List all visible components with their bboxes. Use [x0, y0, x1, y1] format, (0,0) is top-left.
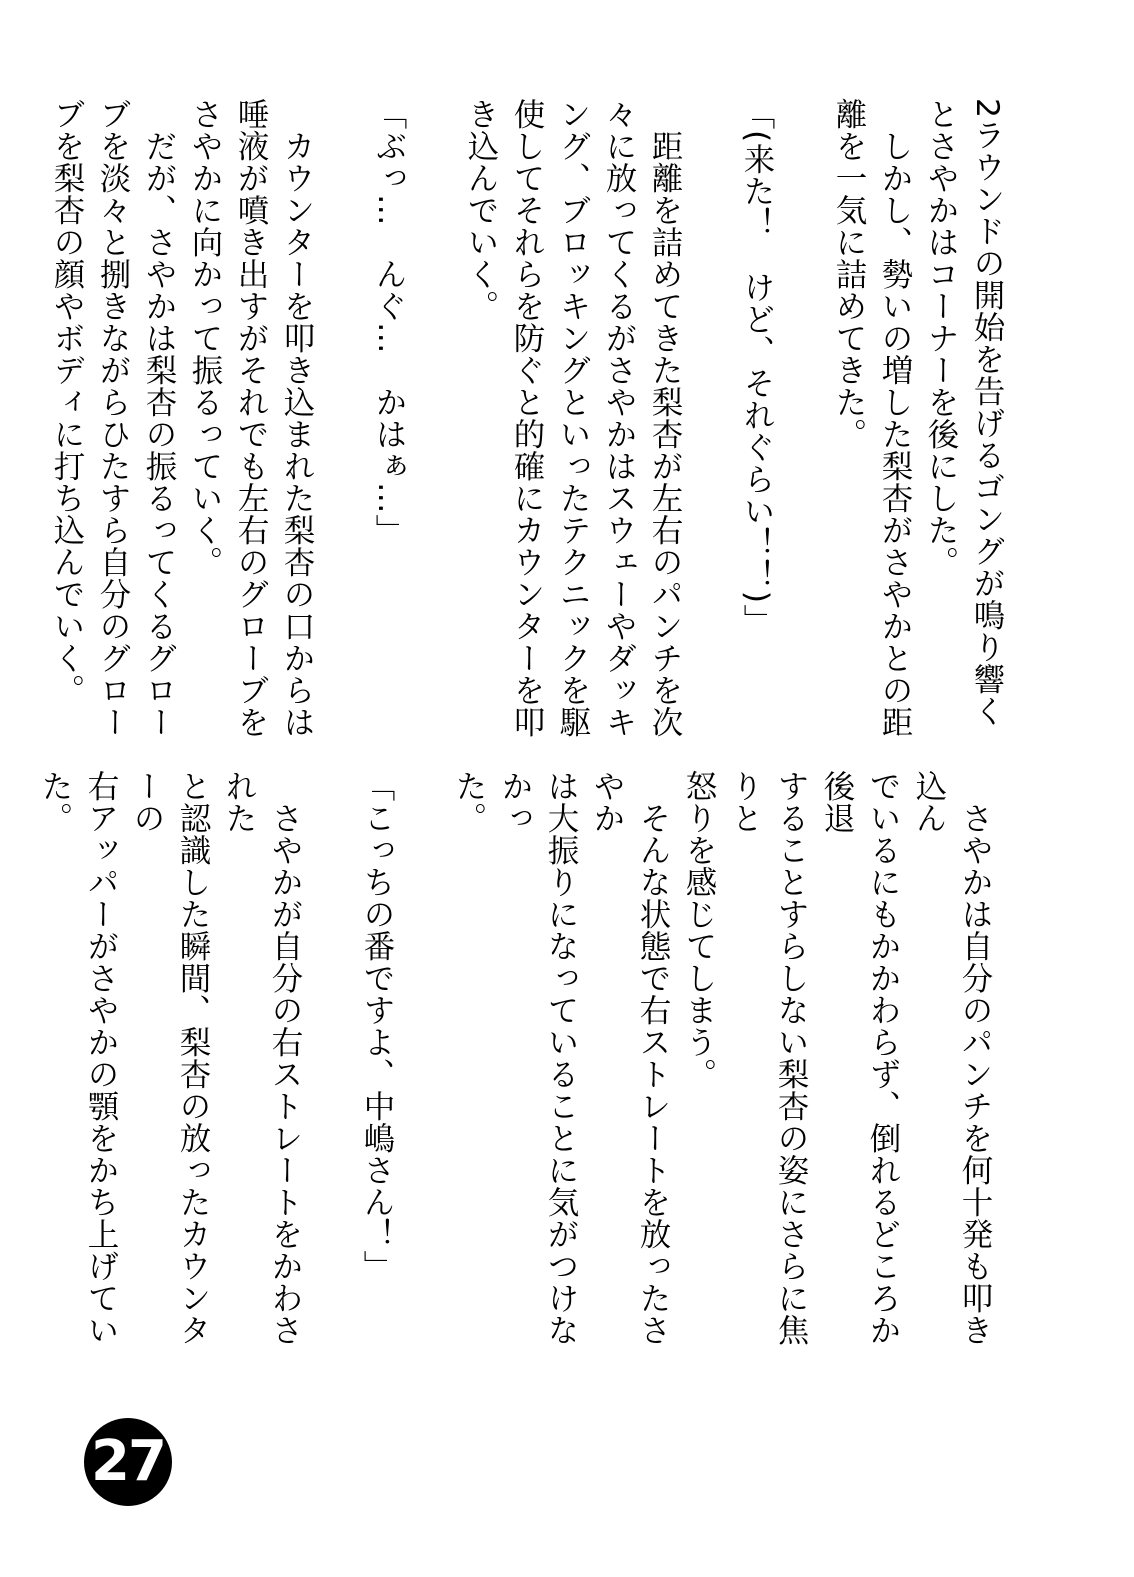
text-line: 怒りを感じてしまう。	[681, 770, 717, 1090]
text-line	[780, 98, 826, 738]
text-line: カウンターを叩き込まれた梨杏の口からは	[279, 98, 315, 738]
text-line: 右アッパーがさやかの顎をかち上げていた。	[37, 770, 119, 1346]
text-line	[688, 98, 734, 738]
text-line: ング、ブロッキングといったテクニックを駆	[555, 98, 591, 738]
text-line: た。	[451, 770, 487, 834]
text-line: 使してそれらを防ぐと的確にカウンターを叩	[509, 98, 545, 738]
text-line	[0, 98, 44, 738]
text-line	[0, 770, 32, 1370]
text-line: と認識した瞬間、梨杏の放ったカウンターの	[129, 770, 211, 1346]
text-line	[400, 770, 446, 1370]
text-line: さやかに向かって振るっていく。	[187, 98, 223, 578]
text-line: でいるにもかかわらず、倒れるどころか後退	[819, 770, 901, 1346]
text-line: 々に放ってくるがさやかはスウェーやダッキ	[601, 98, 637, 738]
text-line: 距離を詰めてきた梨杏が左右のパンチを次	[647, 98, 683, 738]
text-line: することすらしない梨杏の姿にさらに焦りと	[727, 770, 809, 1346]
text-line	[412, 98, 458, 738]
text-line: ブを淡々と捌きながらひたすら自分のグロー	[95, 98, 131, 738]
text-line: 「こっちの番ですよ、中嶋さん！」	[359, 770, 395, 1282]
text-block-bottom	[37, 770, 998, 1370]
text-line: そんな状態で右ストレートを放ったさやか	[589, 770, 671, 1346]
text-line	[308, 770, 354, 1370]
text-line: だが、さやかは梨杏の振るってくるグロー	[141, 98, 177, 738]
text-line: ブを梨杏の顔やボディに打ち込んでいく。	[49, 98, 85, 706]
text-line: 離を一気に詰めてきた。	[831, 98, 867, 450]
text-line: とさやかはコーナーを後にした。	[923, 98, 959, 578]
text-line: さやかが自分の右ストレートをかわされた	[221, 770, 303, 1346]
text-line: しかし、勢いの増した梨杏がさやかとの距	[877, 98, 913, 738]
text-block-top	[49, 98, 1010, 738]
text-line	[320, 98, 366, 738]
text-line: 唾液が噴き出すがそれでも左右のグローブを	[233, 98, 269, 738]
text-line: は大振りになっていることに気がつけなかっ	[497, 770, 579, 1346]
page-number-badge: 27	[84, 1418, 172, 1506]
text-line: き込んでいく。	[463, 98, 499, 322]
text-line: 「ぶっ… んぐ… かはぁ…」	[371, 98, 407, 546]
text-line: さやかは自分のパンチを何十発も叩き込ん	[911, 770, 993, 1346]
text-line: 「(来た！ けど、それぐらい！！)」	[739, 98, 775, 636]
text-line: 2ラウンドの開始を告げるゴングが鳴り響く	[969, 98, 1005, 727]
